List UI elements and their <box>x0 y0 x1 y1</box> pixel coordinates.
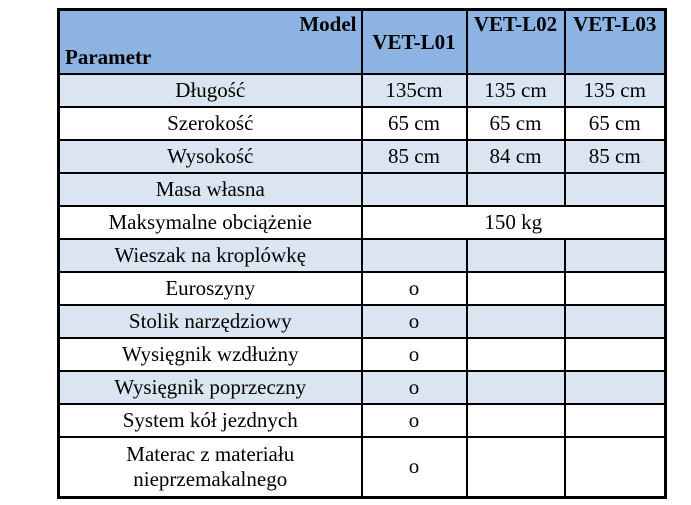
param-cell: Maksymalne obciążenie <box>59 206 362 239</box>
value-cell <box>467 272 565 305</box>
value-cell <box>565 404 666 437</box>
table-row <box>59 272 666 305</box>
param-cell: Wysięgnik poprzeczny <box>59 371 362 404</box>
column-header-vet-l01: VET-L01 <box>362 10 467 75</box>
value-cell <box>467 371 565 404</box>
value-cell: o <box>362 371 467 404</box>
value-cell <box>362 239 467 272</box>
value-cell: 135 cm <box>565 74 666 107</box>
table-row <box>59 437 666 497</box>
value-cell: o <box>362 305 467 338</box>
value-cell: 135 cm <box>467 74 565 107</box>
table-header <box>59 10 666 75</box>
param-cell: Euroszyny <box>59 272 362 305</box>
table-row <box>59 173 666 206</box>
spec-table <box>57 8 667 499</box>
merged-value-cell: 150 kg <box>362 206 666 239</box>
value-cell <box>467 305 565 338</box>
value-cell: 65 cm <box>362 107 467 140</box>
value-cell <box>467 239 565 272</box>
value-cell: 85 cm <box>565 140 666 173</box>
value-cell: 65 cm <box>565 107 666 140</box>
value-cell: o <box>362 404 467 437</box>
param-cell: Szerokość <box>59 107 362 140</box>
value-cell: o <box>362 272 467 305</box>
header-row <box>59 10 666 75</box>
table-row <box>59 338 666 371</box>
param-cell: Stolik narzędziowy <box>59 305 362 338</box>
table-body <box>59 74 666 497</box>
value-cell <box>565 272 666 305</box>
value-cell <box>565 305 666 338</box>
value-cell: 85 cm <box>362 140 467 173</box>
corner-header-cell <box>59 10 362 75</box>
table-row <box>59 107 666 140</box>
table-row <box>59 206 666 239</box>
param-cell: Wysokość <box>59 140 362 173</box>
value-cell: o <box>362 437 467 497</box>
value-cell <box>565 371 666 404</box>
param-cell: Wieszak na kroplówkę <box>59 239 362 272</box>
param-cell: System kół jezdnych <box>59 404 362 437</box>
param-cell: Materac z materiału nieprzemakalnego <box>59 437 362 497</box>
value-cell <box>362 173 467 206</box>
parametr-header-label: Parametr <box>65 45 152 69</box>
value-cell: o <box>362 338 467 371</box>
model-header-label: Model <box>299 12 357 36</box>
param-cell: Masa własna <box>59 173 362 206</box>
column-header-vet-l02: VET-L02 <box>467 10 565 75</box>
value-cell <box>565 173 666 206</box>
value-cell <box>467 338 565 371</box>
value-cell <box>467 437 565 497</box>
table-row <box>59 239 666 272</box>
table-row <box>59 74 666 107</box>
value-cell: 135cm <box>362 74 467 107</box>
value-cell: 65 cm <box>467 107 565 140</box>
value-cell: 84 cm <box>467 140 565 173</box>
value-cell <box>565 437 666 497</box>
param-cell: Wysięgnik wzdłużny <box>59 338 362 371</box>
table-row <box>59 404 666 437</box>
column-header-vet-l03: VET-L03 <box>565 10 666 75</box>
table-row <box>59 140 666 173</box>
value-cell <box>565 239 666 272</box>
table-row <box>59 371 666 404</box>
value-cell <box>467 173 565 206</box>
table-row <box>59 305 666 338</box>
value-cell <box>467 404 565 437</box>
param-cell: Długość <box>59 74 362 107</box>
value-cell <box>565 338 666 371</box>
